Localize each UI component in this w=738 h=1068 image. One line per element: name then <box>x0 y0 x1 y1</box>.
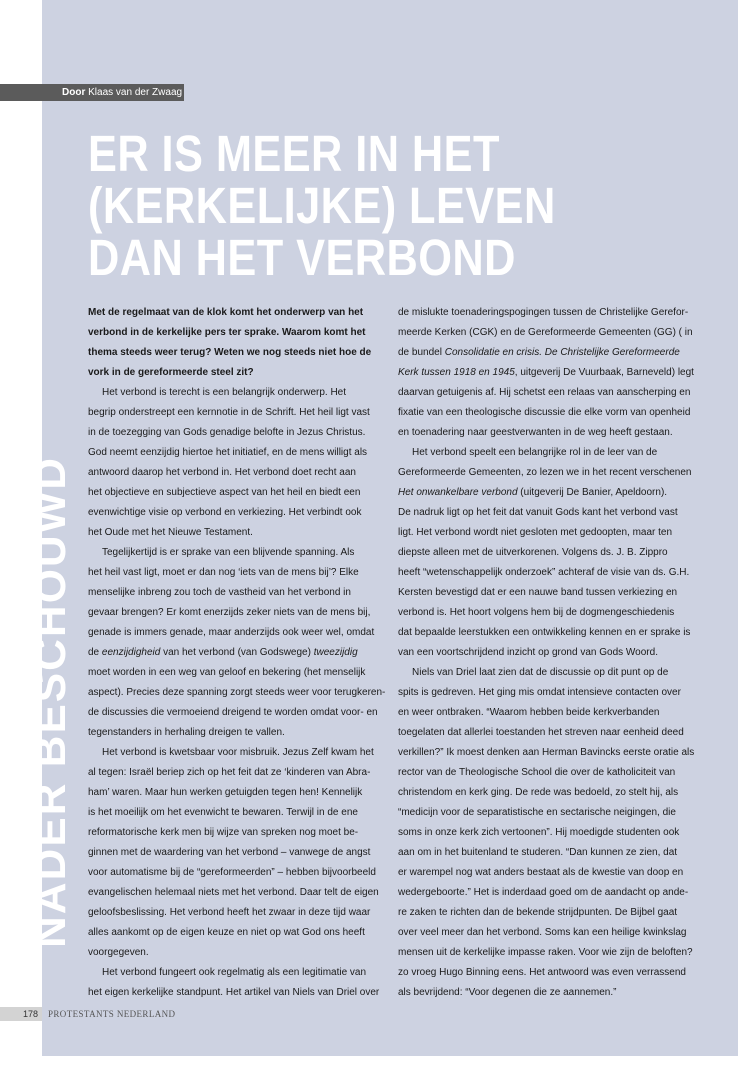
body-line: de discussies die vermoeiend dreigend te worden omdat voor- en <box>88 707 378 718</box>
body-line: soms in onze kerk zich vertoonen”. Hij moedigde studenten ook <box>398 827 680 838</box>
emphasis-text: eenzijdigheid <box>101 647 161 658</box>
body-line: over veel meer dan het verbond. Soms kan een heilige kwinkslag <box>398 927 687 938</box>
lead-line: vork in de gereformeerde steel zit? <box>88 367 254 378</box>
body-line: Het verbond speelt een belangrijke rol in de leer van de <box>412 447 658 458</box>
body-text: de bundel <box>398 347 445 358</box>
body-line: menselijke inbreng zou toch de vastheid van het verbond in <box>88 587 351 598</box>
body-line: dat bepaalde leerstukken een ontwikkeling kennen en er sprake is <box>398 627 691 638</box>
body-line: wedergeboorte.” Het is inderdaad goed om de aandacht op ande- <box>398 887 689 898</box>
body-line: het objectieve en subjectieve aspect van het heil en biedt een <box>88 487 361 498</box>
body-line: alles aankomt op de eigen keuze en niet op wat God ons heeft <box>88 927 365 938</box>
body-line: de mislukte toenaderingspogingen tussen de Christelijke Gerefor- <box>398 307 689 318</box>
body-line: het eigen kerkelijke standpunt. Het artikel van Niels van Driel over <box>88 987 380 998</box>
body-line: ligt. Het verbond wordt niet gesloten met gedoopten, maar ten <box>398 527 673 538</box>
body-line: “medicijn voor de separatistische en sectarische neigingen, die <box>398 807 676 818</box>
body-line: en toenadering naar geestverwanten in de weg heeft gestaan. <box>398 427 673 438</box>
body-line: al tegen: Israël beriep zich op het feit dat ze ‘kinderen van Abra- <box>88 767 371 778</box>
body-line: het Oude met het Nieuwe Testament. <box>88 527 253 538</box>
body-line: Het verbond is kwetsbaar voor misbruik. Jezus Zelf kwam het <box>102 747 374 758</box>
body-line: Tegelijkertijd is er sprake van een blijvende spanning. Als <box>102 547 355 558</box>
lead-line: Met de regelmaat van de klok komt het onderwerp van het <box>88 307 364 318</box>
body-text: van het verbond (van Godswege) <box>160 647 314 658</box>
body-line: genade is immers genade, maar anderzijds ook weer wel, omdat <box>88 627 375 638</box>
lead-line: thema steeds weer terug? Weten we nog steeds niet hoe de <box>88 347 372 358</box>
body-line: Kersten bevestigd dat er een nauwe band tussen verkiezing en <box>398 587 678 598</box>
body-line: zo vroeg Hugo Binning eens. Het antwoord was even verrassend <box>398 967 686 978</box>
body-line: van een voortschrijdend inzicht op grond van Gods Woord. <box>398 647 658 658</box>
body-line: heeft “wetenschappelijk onderzoek” achteraf de visie van ds. G.H. <box>398 567 690 578</box>
body-text: , uitgeverij De Vuurbaak, Barneveld) legt <box>514 367 694 378</box>
body-line: re zaken te richten dan de bekende strijdpunten. De Bijbel gaat <box>398 907 678 918</box>
body-line: Niels van Driel laat zien dat de discussie op dit punt op de <box>412 667 669 678</box>
body-line: ginnen met de waardering van het verbond – vanwege de angst <box>88 847 371 858</box>
body-line: Het verbond fungeert ook regelmatig als een legitimatie van <box>102 967 367 978</box>
body-line: in de toezegging van Gods genadige belofte in Jezus Christus. <box>88 427 366 438</box>
right-column <box>398 303 695 1003</box>
byline-prefix: Door <box>62 87 86 98</box>
body-line: God neemt eenzijdig hiertoe het initiatief, en de mens willigt als <box>88 447 368 458</box>
body-line: evenwichtige visie op verbond en verkiezing. Het verbindt ook <box>88 507 362 518</box>
body-line: als bevrijdend: “Voor degenen die ze aannemen.” <box>398 987 617 998</box>
body-line: verkillen?” Ik moest denken aan Herman Bavincks eerste oratie als <box>398 747 695 758</box>
body-line: De nadruk ligt op het feit dat vanuit Gods kant het verbond vast <box>398 507 678 518</box>
lead-line: verbond in de kerkelijke pers ter sprake. Waarom komt het <box>88 327 366 338</box>
body-line: voorgegeven. <box>88 947 149 958</box>
body-line: er warempel nog wat anders bestaat als de kwestie van doop en <box>398 867 684 878</box>
body-line: diepste alleen met de uitverkorenen. Volgens ds. J. B. Zippro <box>398 547 668 558</box>
title-line: ER IS MEER IN HET <box>88 125 500 182</box>
body-line <box>398 343 680 363</box>
body-line: toegelaten dat allerlei toestanden het streven naar eenheid deed <box>398 727 684 738</box>
body-line: en weer ontbraken. “Waarom hebben beide kerkverbanden <box>398 707 660 718</box>
body-text: de <box>88 647 102 658</box>
byline <box>0 84 184 101</box>
body-line: rector van de Theologische School die over de katholiciteit van <box>398 767 676 778</box>
section-label: NADER BESCHOUWD <box>26 456 75 948</box>
body-line: Het verbond is terecht is een belangrijk onderwerp. Het <box>102 387 347 398</box>
body-line <box>398 363 694 383</box>
title-line: (KERKELIJKE) LEVEN <box>88 177 556 234</box>
body-line: christendom en kerk ging. De rede was bedoeld, zo stelt hij, als <box>398 787 679 798</box>
body-line: evangelischen helemaal niets met het verbond. Daar telt de eigen <box>88 887 379 898</box>
body-line: reformatorische kerk men bij wijze van spreken nog moet be- <box>88 827 359 838</box>
body-line: aan om in het buitenland te studeren. “Dan kunnen ze zien, dat <box>398 847 678 858</box>
emphasis-text: tweezijdig <box>313 647 358 658</box>
body-line: meerde Kerken (CGK) en de Gereformeerde Gemeenten (GG) ( in <box>398 327 693 338</box>
body-line: daarvan getuigenis af. Hij schetst een relaas van aanscherping en <box>398 387 691 398</box>
body-line: verbond is. Het hoort volgens hem bij de dogmengeschiedenis <box>398 607 675 618</box>
body-line: Gereformeerde Gemeenten, zo lezen we in het recent verschenen <box>398 467 692 478</box>
body-line: begrip onderstreept een kernnotie in de Schrift. Het heil ligt vast <box>88 407 370 418</box>
left-column <box>88 303 386 1003</box>
body-line: antwoord daarop het verbond in. Het verbond doet recht aan <box>88 467 356 478</box>
body-line: moet worden in een weg van geloof en bekering (het menselijk <box>88 667 366 678</box>
page-number: 178 <box>0 1007 42 1021</box>
body-line: is het moeilijk om het evenwicht te bewaren. Terwijl in de ene <box>88 807 358 818</box>
body-line: voor automatisme bij de “gereformeerden” – hebben bijvoorbeeld <box>88 867 376 878</box>
body-line: geloofsbeslissing. Het verbond heeft het zwaar in deze tijd waar <box>88 907 371 918</box>
body-line <box>88 643 360 663</box>
body-line: ham’ waren. Maar hun werken getuigden tegen hen! Kennelijk <box>88 787 363 798</box>
title-line: DAN HET VERBOND <box>88 229 516 286</box>
emphasis-text: Consolidatie en crisis. De Christelijke Gereformeerde <box>444 347 680 358</box>
body-line: spits is gedreven. Het ging mis omdat intensieve contacten over <box>398 687 681 698</box>
body-line: mensen uit de kerkelijke impasse raken. Voor wie zijn de beloften? <box>398 947 693 958</box>
body-line: tegenstanders in herhaling dreigen te vallen. <box>88 727 285 738</box>
body-text: (uitgeverij De Banier, Apeldoorn). <box>517 487 668 498</box>
article-title <box>88 125 615 286</box>
page-footer <box>0 1007 220 1021</box>
body-line: fixatie van een theologische discussie die elke vorm van openheid <box>398 407 691 418</box>
emphasis-text: Kerk tussen 1918 en 1945 <box>398 367 515 378</box>
body-line: aspect). Precies deze spanning zorgt steeds weer voor terugkeren- <box>88 687 386 698</box>
magazine-name: PROTESTANTS NEDERLAND <box>48 1009 176 1019</box>
byline-author: Klaas van der Zwaag <box>88 87 183 98</box>
body-line: gevaar brengen? Er komt enerzijds zeker niets van de mens bij, <box>88 607 371 618</box>
body-line: het heil vast ligt, moet er dan nog ‘iets van de mens bij’? Elke <box>88 567 359 578</box>
emphasis-text: Het onwankelbare verbond <box>398 487 518 498</box>
body-line <box>398 483 670 503</box>
